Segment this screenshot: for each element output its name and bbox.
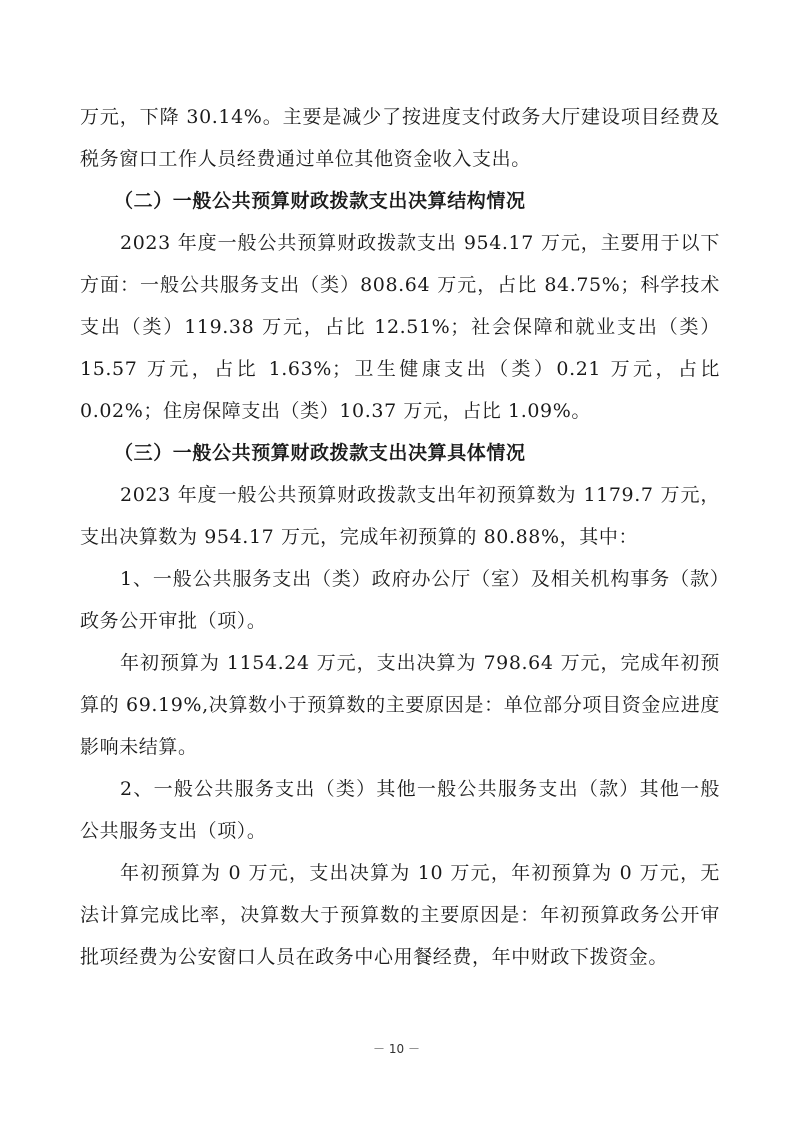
paragraph-details-summary: 2023 年度一般公共预算财政拨款支出年初预算数为 1179.7 万元，支出决算数为 954.17 万元，完成年初预算的 80.88%，其中： — [80, 484, 720, 548]
document-body — [80, 96, 720, 978]
paragraph-item-1-body: 年初预算为 1154.24 万元，支出决算为 798.64 万元，完成年初预算的 69.19%,决算数小于预算数的主要原因是：单位部分项目资金应进度影响未结算。 — [80, 652, 720, 758]
paragraph-continuation: 万元，下降 30.14%。主要是减少了按进度支付政务大厅建设项目经费及税务窗口工作人员经费通过单位其他资金收入支出。 — [80, 106, 720, 170]
section-heading-details: （三）一般公共预算财政拨款支出决算具体情况 — [114, 442, 526, 464]
page-number: － 10 － — [373, 1042, 420, 1056]
paragraph-structure-summary: 2023 年度一般公共预算财政拨款支出 954.17 万元，主要用于以下方面：一般公共服务支出（类）808.64 万元，占比 84.75%；科学技术支出（类）119.38 万元，占比 12.51%；社会保障和就业支出（类）15.57 万元，占比 1.63%；卫生健康支出（类）0.21 万元，占比 0.02%；住房保障支出（类）10.37 万元，占比 1.09%。 — [80, 232, 720, 422]
section-heading-structure: （二）一般公共预算财政拨款支出决算结构情况 — [114, 190, 526, 212]
paragraph-item-1-title: 1、一般公共服务支出（类）政府办公厅（室）及相关机构事务（款）政务公开审批（项）。 — [80, 568, 720, 632]
paragraph-item-2-title: 2、一般公共服务支出（类）其他一般公共服务支出（款）其他一般公共服务支出（项）。 — [80, 778, 720, 842]
paragraph-item-2-body: 年初预算为 0 万元，支出决算为 10 万元，年初预算为 0 万元，无法计算完成比率，决算数大于预算数的主要原因是：年初预算政务公开审批项经费为公安窗口人员在政务中心用餐经费，年中财政下拨资金。 — [80, 862, 720, 968]
